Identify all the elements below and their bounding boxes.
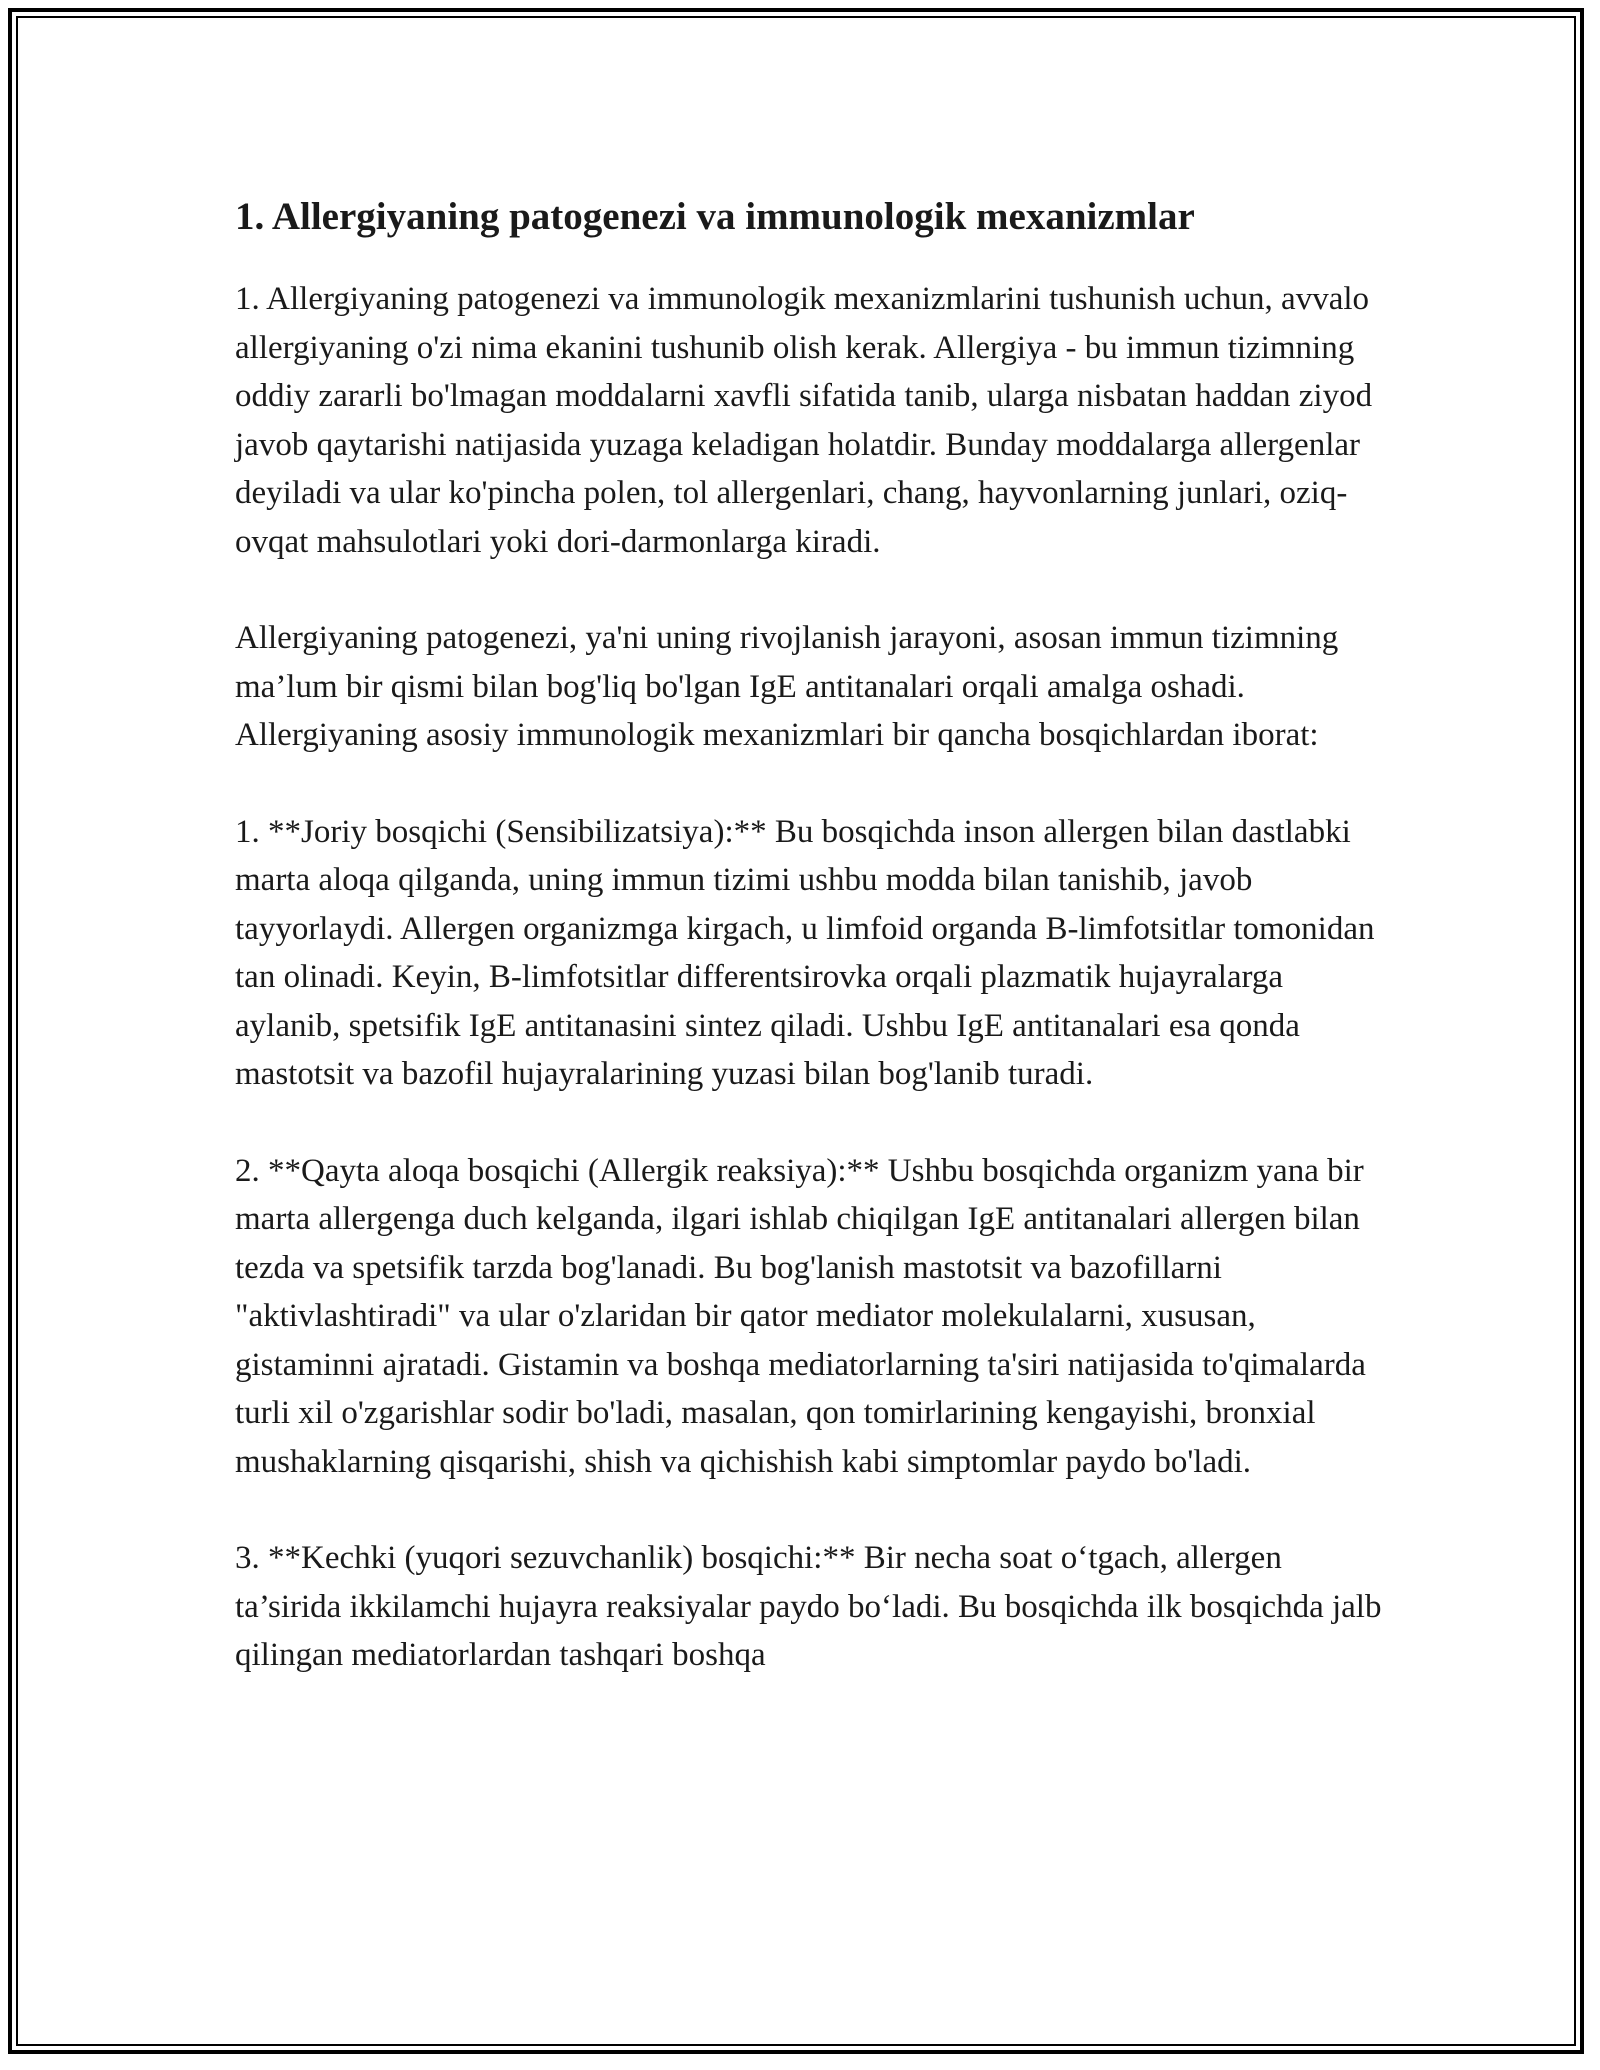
paragraph-pathogenesis: Allergiyaning patogenezi, ya'ni uning rivojlanish jarayoni, asosan immun tizimning ma’lum bir qismi bilan bog'liq bo'lgan IgE antitanalari orqali amalga oshadi. Allergiyaning asosiy immunologik mexanizmlari bir qancha bosqichlardan iborat: xyxy=(235,620,1339,753)
paragraph-stage-2: 2. **Qayta aloqa bosqichi (Allergik reaksiya):** Ushbu bosqichda organizm yana bir marta allergenga duch kelganda, ilgari ishlab chiqilgan IgE antitanalari allergen bilan tezda va spetsifik tarzda bog'lanadi. Bu bog'lanish mastotsit va bazofillarni "aktivlashtiradi" va ular o'zlaridan bir qator mediator molekulalarni, xususan, gistaminni ajratadi. Gistamin va boshqa mediatorlarning ta'siri natijasida to'qimalarda turli xil o'zgarishlar sodir bo'ladi, masalan, qon tomirlarining kengayishi, bronxial mushaklarning qisqarishi, shish va qichishish kabi simptomlar paydo bo'ladi. xyxy=(235,1152,1366,1480)
document-title: 1. Allergiyaning patogenezi va immunologik mexanizmlar xyxy=(235,195,1195,238)
page-frame xyxy=(8,8,1584,2054)
paragraph-stage-3: 3. **Kechki (yuqori sezuvchanlik) bosqichi:** Bir necha soat o‘tgach, allergen ta’sirida ikkilamchi hujayra reaksiyalar paydo bo‘ladi. Bu bosqichda ilk bosqichda jalb qilingan mediatorlardan tashqari boshqa xyxy=(235,1540,1382,1673)
paragraph-intro: 1. Allergiyaning patogenezi va immunologik mexanizmlarini tushunish uchun, avvalo allergiyaning o'zi nima ekanini tushunib olish kerak. Allergiya - bu immun tizimning oddiy zararli bo'lmagan moddalarni xavfli sifatida tanib, ularga nisbatan haddan ziyod javob qaytarishi natijasida yuzaga keladigan holatdir. Bunday moddalarga allergenlar deyiladi va ular ko'pincha polen, tol allergenlari, chang, hayvonlarning junlari, oziq-ovqat mahsulotlari yoki dori-darmonlarga kiradi. xyxy=(235,281,1373,560)
paragraph-stage-1: 1. **Joriy bosqichi (Sensibilizatsiya):** Bu bosqichda inson allergen bilan dastlabki marta aloqa qilganda, uning immun tizimi ushbu modda bilan tanishib, javob tayyorlaydi. Allergen organizmga kirgach, u limfoid organda B-limfotsitlar tomonidan tan olinadi. Keyin, B-limfotsitlar differentsirovka orqali plazmatik hujayralarga aylanib, spetsifik IgE antitanasini sintez qiladi. Ushbu IgE antitanalari esa qonda mastotsit va bazofil hujayralarining yuzasi bilan bog'lanib turadi. xyxy=(235,813,1375,1092)
document-body xyxy=(235,193,1385,1728)
